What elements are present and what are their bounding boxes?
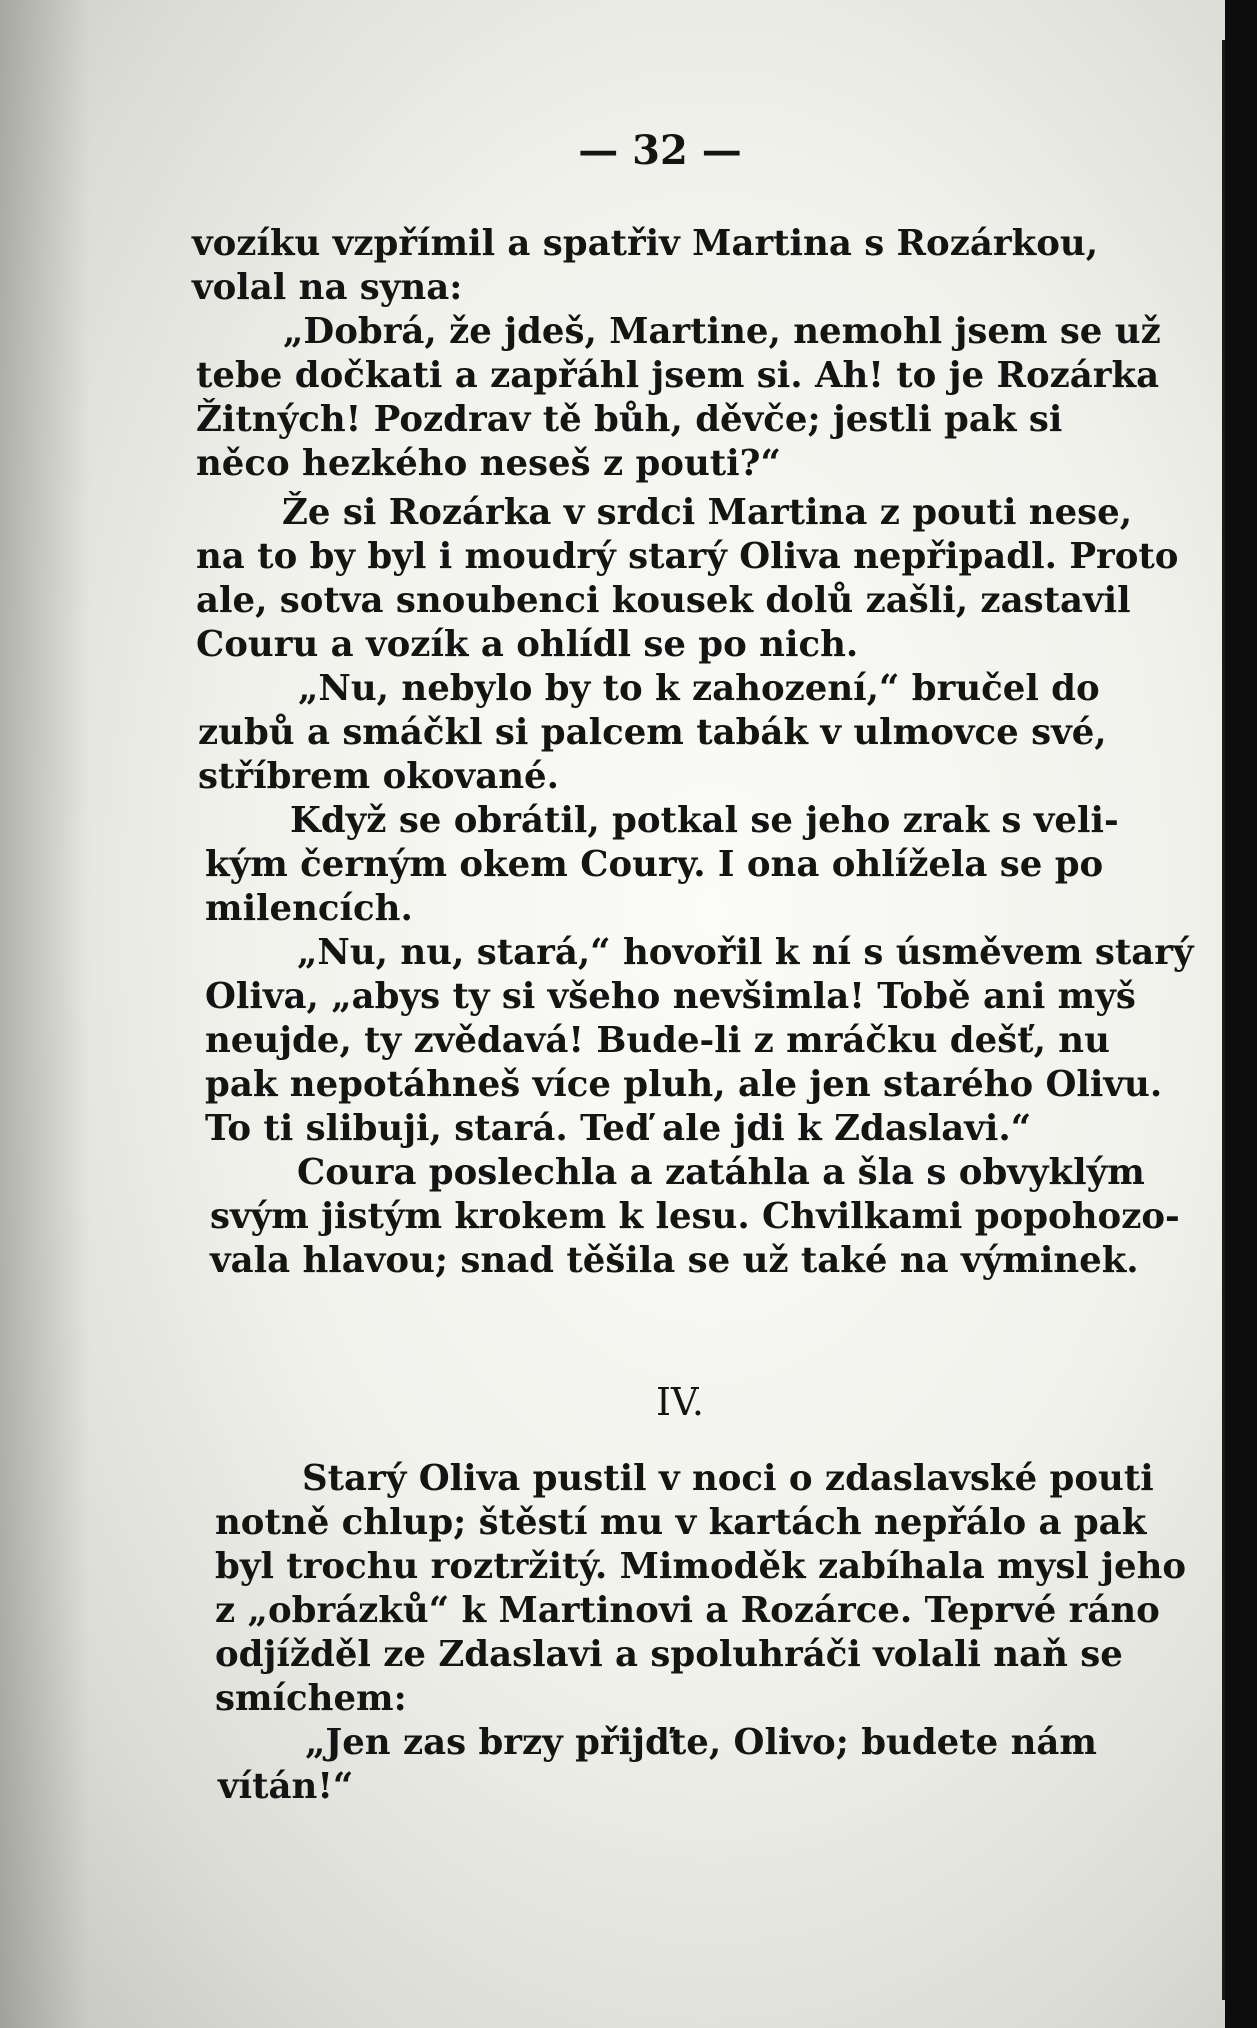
chapter-heading: IV. — [656, 1380, 704, 1424]
text-line-1: vozíku vzpřímil a spatřiv Martina s Rozárkou, — [192, 223, 1099, 264]
text-line-32: vítán!“ — [218, 1766, 354, 1807]
text-line-26: notně chlup; štěstí mu v kartách nepřálo a pak — [215, 1502, 1147, 1543]
text-line-2: volal na syna: — [192, 267, 463, 308]
text-line-6: něco hezkého neseš z pouti?“ — [196, 443, 781, 484]
page-number: — 32 — — [578, 127, 742, 174]
text-line-21: To ti slibuji, stará. Teď ale jdi k Zdaslavi.“ — [205, 1108, 1032, 1149]
text-line-28: z „obrázků“ k Martinovi a Rozárce. Teprvé ráno — [215, 1590, 1160, 1631]
text-line-22: Coura poslechla a zatáhla a šla s obvyklým — [297, 1152, 1145, 1193]
text-line-27: byl trochu roztržitý. Mimoděk zabíhala mysl jeho — [215, 1546, 1187, 1587]
text-line-24: vala hlavou; snad těšila se už také na výminek. — [210, 1240, 1139, 1281]
text-line-10: Couru a vozík a ohlídl se po nich. — [196, 624, 859, 665]
text-line-18: Oliva, „abys ty si všeho nevšimla! Tobě ani myš — [205, 976, 1136, 1017]
text-line-13: stříbrem okované. — [198, 756, 559, 797]
text-line-3: „Dobrá, že jdeš, Martine, nemohl jsem se už — [283, 311, 1161, 352]
text-line-8: na to by byl i moudrý starý Oliva nepřipadl. Proto — [196, 536, 1179, 577]
text-line-4: tebe dočkati a zapřáhl jsem si. Ah! to je Rozárka — [196, 355, 1160, 396]
text-line-9: ale, sotva snoubenci kousek dolů zašli, zastavil — [196, 580, 1131, 621]
text-line-7: Že si Rozárka v srdci Martina z pouti nese, — [282, 492, 1133, 533]
text-line-14: Když se obrátil, potkal se jeho zrak s veli- — [290, 800, 1119, 841]
text-line-29: odjížděl ze Zdaslavi a spoluhráči volali naň se — [215, 1634, 1123, 1675]
text-line-12: zubů a smáčkl si palcem tabák v ulmovce své, — [198, 712, 1107, 753]
text-line-17: „Nu, nu, stará,“ hovořil k ní s úsměvem starý — [297, 932, 1194, 973]
text-line-11: „Nu, nebylo by to k zahození,“ bručel do — [298, 668, 1100, 709]
text-line-16: milencích. — [205, 888, 413, 929]
text-line-19: neujde, ty zvědavá! Bude-li z mráčku dešť, nu — [205, 1020, 1110, 1061]
text-line-31: „Jen zas brzy přijďte, Olivo; budete nám — [305, 1722, 1097, 1763]
text-line-20: pak nepotáhneš více pluh, ale jen starého Olivu. — [205, 1064, 1163, 1105]
text-line-15: kým černým okem Coury. I ona ohlížela se po — [205, 844, 1104, 885]
text-line-30: smíchem: — [215, 1678, 407, 1719]
text-line-5: Žitných! Pozdrav tě bůh, děvče; jestli pak si — [196, 399, 1063, 440]
text-line-23: svým jistým krokem k lesu. Chvilkami popohozo- — [210, 1196, 1180, 1237]
text-line-25: Starý Oliva pustil v noci o zdaslavské pouti — [302, 1458, 1154, 1499]
scan-border — [1225, 0, 1257, 2028]
